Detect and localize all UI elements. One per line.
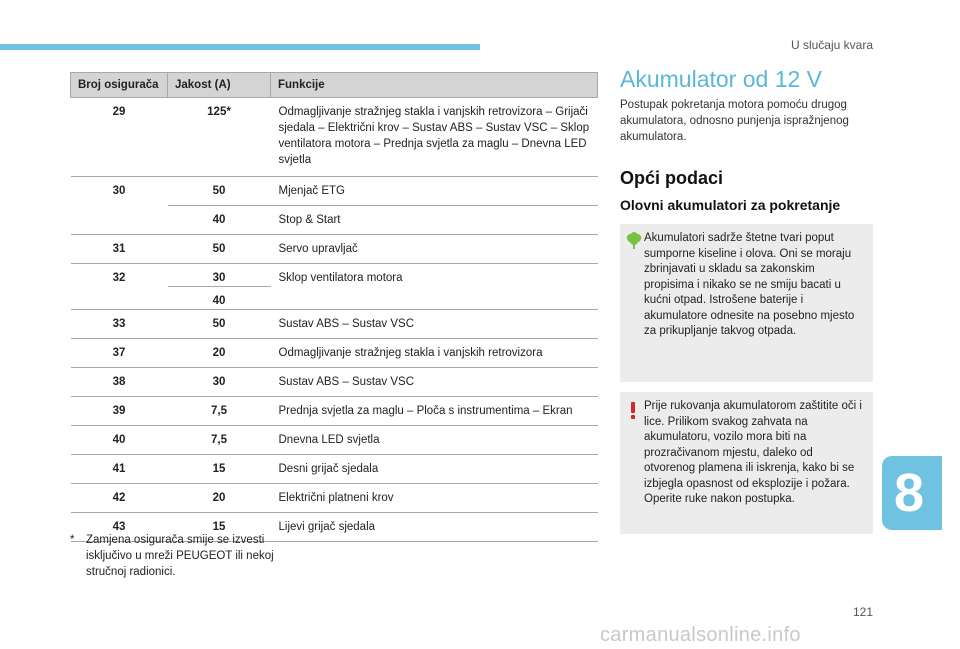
table-row bbox=[71, 98, 598, 177]
page-number: 121 bbox=[852, 605, 873, 619]
fuse-amperage: 30 bbox=[168, 264, 271, 287]
fuse-number: 31 bbox=[71, 235, 168, 264]
exclamation-icon bbox=[626, 400, 640, 425]
fuse-amperage: 40 bbox=[168, 206, 271, 235]
fuse-amperage: 20 bbox=[168, 484, 271, 513]
fuse-amperage: 50 bbox=[168, 177, 271, 206]
tree-icon bbox=[626, 232, 642, 255]
fuse-table bbox=[70, 72, 598, 542]
fuse-function: Lijevi grijač sjedala bbox=[271, 513, 598, 542]
header-amperage: Jakost (A) bbox=[168, 73, 271, 98]
chapter-number: 8 bbox=[893, 463, 925, 523]
fuse-number: 29 bbox=[71, 98, 168, 177]
fuse-number: 32 bbox=[71, 264, 168, 310]
table-row bbox=[71, 264, 598, 287]
fuse-number: 37 bbox=[71, 339, 168, 368]
footnote bbox=[70, 532, 300, 580]
section-title: U slučaju kvara bbox=[790, 38, 873, 52]
top-accent-bar bbox=[0, 44, 480, 50]
fuse-amperage: 125* bbox=[168, 98, 271, 177]
fuse-function: Desni grijač sjedala bbox=[271, 455, 598, 484]
warning-note-box bbox=[620, 392, 873, 534]
fuse-function: Stop & Start bbox=[271, 206, 598, 235]
fuse-number: 39 bbox=[71, 397, 168, 426]
footnote-asterisk: * bbox=[70, 534, 75, 546]
table-row bbox=[71, 426, 598, 455]
fuse-function: Sklop ventilatora motora bbox=[271, 264, 598, 310]
fuse-function: Električni platneni krov bbox=[271, 484, 598, 513]
battery-title: Akumulator od 12 V bbox=[620, 66, 823, 92]
eco-note-text: Akumulatori sadrže štetne tvari poput sumporne kiseline i olova. Oni se moraju zbrinjavati u skladu sa zakonskim propisima i nikako se ne smiju bacati u kućni otpad. Istrošene baterije i akumulatore odnesite na posebno mjesto za prikupljanje takvog otpada. bbox=[644, 232, 855, 337]
fuse-amperage: 30 bbox=[168, 368, 271, 397]
fuse-amperage: 7,5 bbox=[168, 397, 271, 426]
fuse-function: Prednja svjetla za maglu – Ploča s instrumentima – Ekran bbox=[271, 397, 598, 426]
fuse-function: Servo upravljač bbox=[271, 235, 598, 264]
battery-intro: Postupak pokretanja motora pomoću drugog akumulatora, odnosno punjenja ispražnjenog akumulatora. bbox=[620, 99, 849, 143]
fuse-function: Odmagljivanje stražnjeg stakla i vanjskih retrovizora bbox=[271, 339, 598, 368]
lead-acid-heading: Olovni akumulatori za pokretanje bbox=[620, 197, 841, 213]
fuse-function: Sustav ABS – Sustav VSC bbox=[271, 310, 598, 339]
fuse-number: 41 bbox=[71, 455, 168, 484]
footnote-text: Zamjena osigurača smije se izvesti isključivo u mreži PEUGEOT ili nekoj stručnoj radionici. bbox=[86, 534, 274, 578]
fuse-amperage: 40 bbox=[168, 287, 271, 310]
fuse-number: 40 bbox=[71, 426, 168, 455]
table-row bbox=[71, 455, 598, 484]
fuse-function: Odmagljivanje stražnjeg stakla i vanjskih retrovizora – Grijači sjedala – Električni krov – Sustav ABS – Sustav VSC – Sklop ventilatora motora – Prednja svjetla za maglu – Dnevna LED svjetla bbox=[271, 98, 598, 177]
fuse-number: 33 bbox=[71, 310, 168, 339]
table-row bbox=[71, 177, 598, 206]
fuse-amperage: 50 bbox=[168, 235, 271, 264]
eco-note-box bbox=[620, 224, 873, 382]
fuse-amperage: 7,5 bbox=[168, 426, 271, 455]
table-row bbox=[71, 484, 598, 513]
watermark: carmanualsonline.info bbox=[600, 624, 801, 646]
table-row bbox=[71, 339, 598, 368]
chapter-tab bbox=[882, 456, 942, 530]
warning-note-text: Prije rukovanja akumulatorom zaštitite oči i lice. Prilikom svakog zahvata na akumulatoru, vozilo mora biti na prozračivanom mjestu, daleko od otvorenog plamena ili iskrenja, kako bi se izbjegla opasnost od eksplozije i požara. Operite ruke nakon postupka. bbox=[644, 400, 862, 505]
table-row bbox=[71, 235, 598, 264]
table-row bbox=[71, 368, 598, 397]
fuse-amperage: 15 bbox=[168, 455, 271, 484]
table-row bbox=[71, 397, 598, 426]
fuse-amperage: 50 bbox=[168, 310, 271, 339]
fuse-function: Dnevna LED svjetla bbox=[271, 426, 598, 455]
fuse-amperage: 15 bbox=[168, 513, 271, 542]
fuse-number: 42 bbox=[71, 484, 168, 513]
fuse-number: 43 bbox=[71, 513, 168, 542]
table-row bbox=[71, 310, 598, 339]
table-header-row bbox=[71, 73, 598, 98]
fuse-amperage: 20 bbox=[168, 339, 271, 368]
header-fuse-number: Broj osigurača bbox=[71, 73, 168, 98]
fuse-number: 30 bbox=[71, 177, 168, 235]
fuse-number: 38 bbox=[71, 368, 168, 397]
fuse-function: Sustav ABS – Sustav VSC bbox=[271, 368, 598, 397]
fuse-function: Mjenjač ETG bbox=[271, 177, 598, 206]
general-heading: Opći podaci bbox=[620, 168, 724, 188]
header-functions: Funkcije bbox=[271, 73, 598, 98]
